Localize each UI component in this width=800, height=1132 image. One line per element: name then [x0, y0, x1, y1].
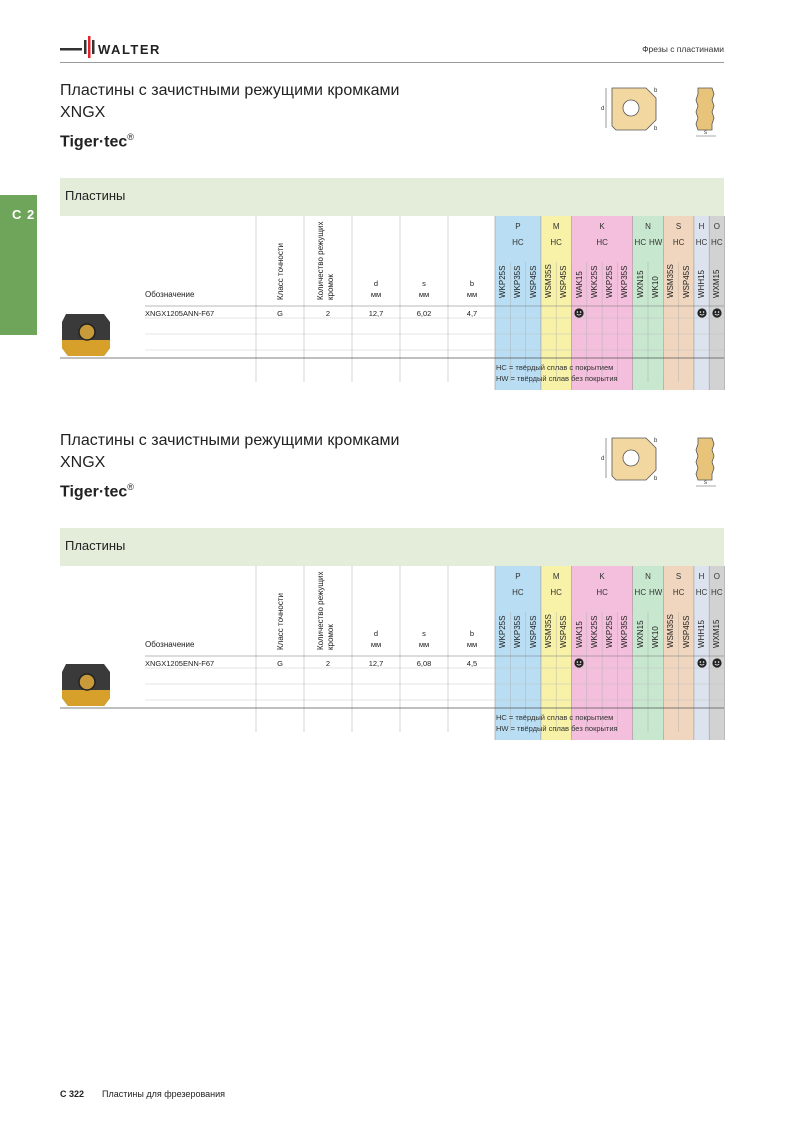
grade-wkp25s: WKP25S [498, 615, 507, 648]
column-head-b-unit: мм [466, 640, 478, 649]
insert-screw-hole [79, 324, 95, 340]
grade-wxm15: WXM15 [712, 619, 722, 648]
legend-hw: HW = твёрдый сплав без покрытия [496, 374, 618, 383]
grade-wkp25s: WKP25S [605, 265, 615, 298]
insert-screw-hole [79, 674, 95, 690]
edges-cell: 2 [325, 659, 331, 668]
coating-legend [496, 362, 618, 384]
coating-label: HC [550, 238, 562, 247]
grade-wkp25s: WKP25S [498, 265, 507, 298]
grade-wsp45s: WSP45S [681, 265, 691, 298]
page-number: C 322 [60, 1089, 85, 1099]
smiley-face [712, 308, 721, 317]
material-letter-M: M [552, 572, 560, 581]
material-letter-K: K [599, 222, 605, 231]
section-title-line2: XNGX [60, 454, 106, 471]
section-title-line1: Пластины с зачистными режущими кромками [60, 82, 400, 99]
column-head-s-unit: мм [418, 290, 430, 299]
insert-section-enn [0, 430, 800, 770]
smiley-eye [718, 661, 720, 663]
column-head-designation: Обозначение [145, 290, 195, 299]
insert-photo [60, 310, 112, 358]
grade-wsp45s: WSP45S [559, 265, 569, 298]
smiley-face [697, 308, 706, 317]
smiley-face [712, 658, 721, 667]
column-head-b-unit: мм [466, 290, 478, 299]
band-label: Пластины [65, 538, 126, 553]
coating-label: HC [512, 588, 524, 597]
dim-label-b: b [654, 88, 658, 94]
recommended-smiley-icon [712, 658, 722, 668]
coating-legend [496, 712, 618, 734]
brand-name: Tiger·tec [60, 483, 128, 501]
grade-whh15: WHH15 [696, 269, 706, 298]
smiley-eye [577, 311, 579, 313]
smiley-eye [714, 661, 716, 663]
grade-wak15: WAK15 [574, 621, 584, 648]
recommended-smiley-icon [574, 658, 584, 668]
column-head-s [400, 628, 448, 650]
material-letter-H: H [698, 222, 705, 231]
dim-label-s: s [704, 480, 707, 486]
column-head-b-symbol: b [469, 279, 475, 288]
coating-label: HC [634, 238, 647, 247]
column-head-accuracy-class: Класс точности [276, 592, 285, 650]
coating-label: HC [711, 588, 723, 597]
smiley-eye [699, 311, 701, 313]
legend-hw: HW = твёрдый сплав без покрытия [496, 724, 618, 733]
dim-label-d: d [601, 456, 605, 462]
insert-photo [60, 660, 112, 708]
grade-wsp45s: WSP45S [681, 615, 691, 648]
designation-cell: XNGX1205ENN-F67 [145, 659, 215, 668]
recommended-smiley-icon [574, 308, 584, 318]
material-letter-P: P [515, 572, 521, 581]
coating-label: HW [648, 238, 663, 247]
legend-hc: HC = твёрдый сплав с покрытием [496, 363, 614, 372]
class-cell: G [277, 309, 283, 318]
column-head-b [448, 628, 496, 650]
coating-label: HC [695, 238, 708, 247]
column-head-accuracy-class: Класс точности [276, 242, 285, 300]
grade-wkk25s: WKK25S [589, 615, 599, 648]
material-letter-S: S [675, 572, 682, 581]
insert-coating-edge [62, 340, 110, 356]
chapter-side-tab-label: C 2 [12, 207, 36, 222]
smiley-face [574, 658, 583, 667]
coating-label: HC [550, 588, 562, 597]
coating-label: HC [672, 238, 685, 247]
column-head-edges-count: Количество режущих кромок [316, 571, 335, 650]
grade-wxn15: WXN15 [635, 620, 645, 648]
material-letter-N: N [645, 222, 651, 231]
column-head-s-unit: мм [418, 640, 430, 649]
grade-wkp35s: WKP35S [620, 265, 630, 298]
designation-cell: XNGX1205ANN-F67 [145, 309, 215, 318]
column-head-s-symbol: s [422, 629, 426, 638]
grade-wkp35s: WKP35S [513, 615, 523, 648]
section-title-line1: Пластины с зачистными режущими кромками [60, 432, 400, 449]
insert-section-ann [0, 80, 800, 420]
material-letter-N: N [645, 572, 651, 581]
material-letter-O: O [713, 222, 720, 231]
dim-label-s: s [704, 130, 707, 136]
column-head-d [352, 278, 400, 300]
footer-title: Пластины для фрезерования [102, 1089, 226, 1099]
column-head-b [448, 278, 496, 300]
smiley-eye [580, 661, 582, 663]
smiley-eye [699, 661, 701, 663]
dim-label-b2: b [654, 126, 658, 132]
band-label: Пластины [65, 188, 126, 203]
smiley-eye [577, 661, 579, 663]
insert-table-grid [0, 80, 800, 420]
legend-hc: HC = твёрдый сплав с покрытием [496, 713, 614, 722]
insert-table-grid [0, 430, 800, 770]
section-title-line2: XNGX [60, 104, 106, 121]
s-cell: 6,02 [416, 309, 432, 318]
coating-label: HC [695, 588, 708, 597]
grade-wkp35s: WKP35S [620, 615, 630, 648]
grade-wsm35s: WSM35S [543, 614, 553, 648]
coating-label: HC [512, 238, 524, 247]
d-cell: 12,7 [368, 309, 384, 318]
dim-label-d: d [601, 106, 605, 112]
column-head-b-symbol: b [469, 629, 475, 638]
recommended-smiley-icon [697, 658, 707, 668]
coating-label: HW [648, 588, 663, 597]
column-head-d-unit: мм [370, 640, 382, 649]
chapter-title: Фрезы с пластинами [642, 44, 724, 54]
recommended-smiley-icon [697, 308, 707, 318]
grade-wxm15: WXM15 [712, 269, 722, 298]
grade-wkp25s: WKP25S [605, 615, 615, 648]
edges-cell: 2 [325, 309, 331, 318]
material-letter-K: K [599, 572, 605, 581]
grade-whh15: WHH15 [696, 619, 706, 648]
s-cell: 6,08 [416, 659, 432, 668]
dim-label-b: b [654, 438, 658, 444]
column-head-d-symbol: d [373, 279, 379, 288]
column-head-d [352, 628, 400, 650]
column-head-d-unit: мм [370, 290, 382, 299]
grade-wkp35s: WKP35S [513, 265, 523, 298]
material-letter-O: O [713, 572, 720, 581]
material-letter-S: S [675, 222, 682, 231]
column-head-s-symbol: s [422, 279, 426, 288]
column-head-s [400, 278, 448, 300]
coating-label: HC [596, 588, 608, 597]
grade-wsm35s: WSM35S [666, 614, 676, 648]
grade-wsm35s: WSM35S [543, 264, 553, 298]
walter-logo [60, 32, 200, 62]
material-letter-P: P [515, 222, 521, 231]
recommended-smiley-icon [712, 308, 722, 318]
smiley-eye [580, 311, 582, 313]
grade-wsp45s: WSP45S [528, 265, 538, 298]
grade-wsp45s: WSP45S [528, 615, 538, 648]
grade-wsp45s: WSP45S [559, 615, 569, 648]
insert-coating-edge [62, 690, 110, 706]
grade-wkk25s: WKK25S [589, 265, 599, 298]
material-letter-H: H [698, 572, 705, 581]
grade-wxn15: WXN15 [635, 270, 645, 298]
column-head-designation: Обозначение [145, 640, 195, 649]
coating-label: HC [634, 588, 647, 597]
smiley-face [574, 308, 583, 317]
column-head-d-symbol: d [373, 629, 379, 638]
svg-text:WALTER: WALTER [98, 42, 161, 57]
b-cell: 4,5 [466, 659, 478, 668]
d-cell: 12,7 [368, 659, 384, 668]
smiley-eye [718, 311, 720, 313]
material-letter-M: M [552, 222, 560, 231]
coating-label: HC [711, 238, 723, 247]
smiley-face [697, 658, 706, 667]
smiley-eye [714, 311, 716, 313]
column-head-edges-count: Количество режущих кромок [316, 221, 335, 300]
brand-trademark: ® [127, 482, 134, 492]
smiley-eye [702, 311, 704, 313]
coating-label: HC [672, 588, 685, 597]
brand-trademark: ® [127, 132, 134, 142]
grade-wk10: WK10 [651, 276, 660, 298]
grade-wk10: WK10 [651, 626, 660, 648]
brand-name: Tiger·tec [60, 133, 128, 151]
grade-wsm35s: WSM35S [666, 264, 676, 298]
smiley-eye [702, 661, 704, 663]
class-cell: G [277, 659, 283, 668]
header-divider [60, 62, 724, 63]
grade-wak15: WAK15 [574, 271, 584, 298]
b-cell: 4,7 [466, 309, 478, 318]
coating-label: HC [596, 238, 608, 247]
dim-label-b2: b [654, 476, 658, 482]
